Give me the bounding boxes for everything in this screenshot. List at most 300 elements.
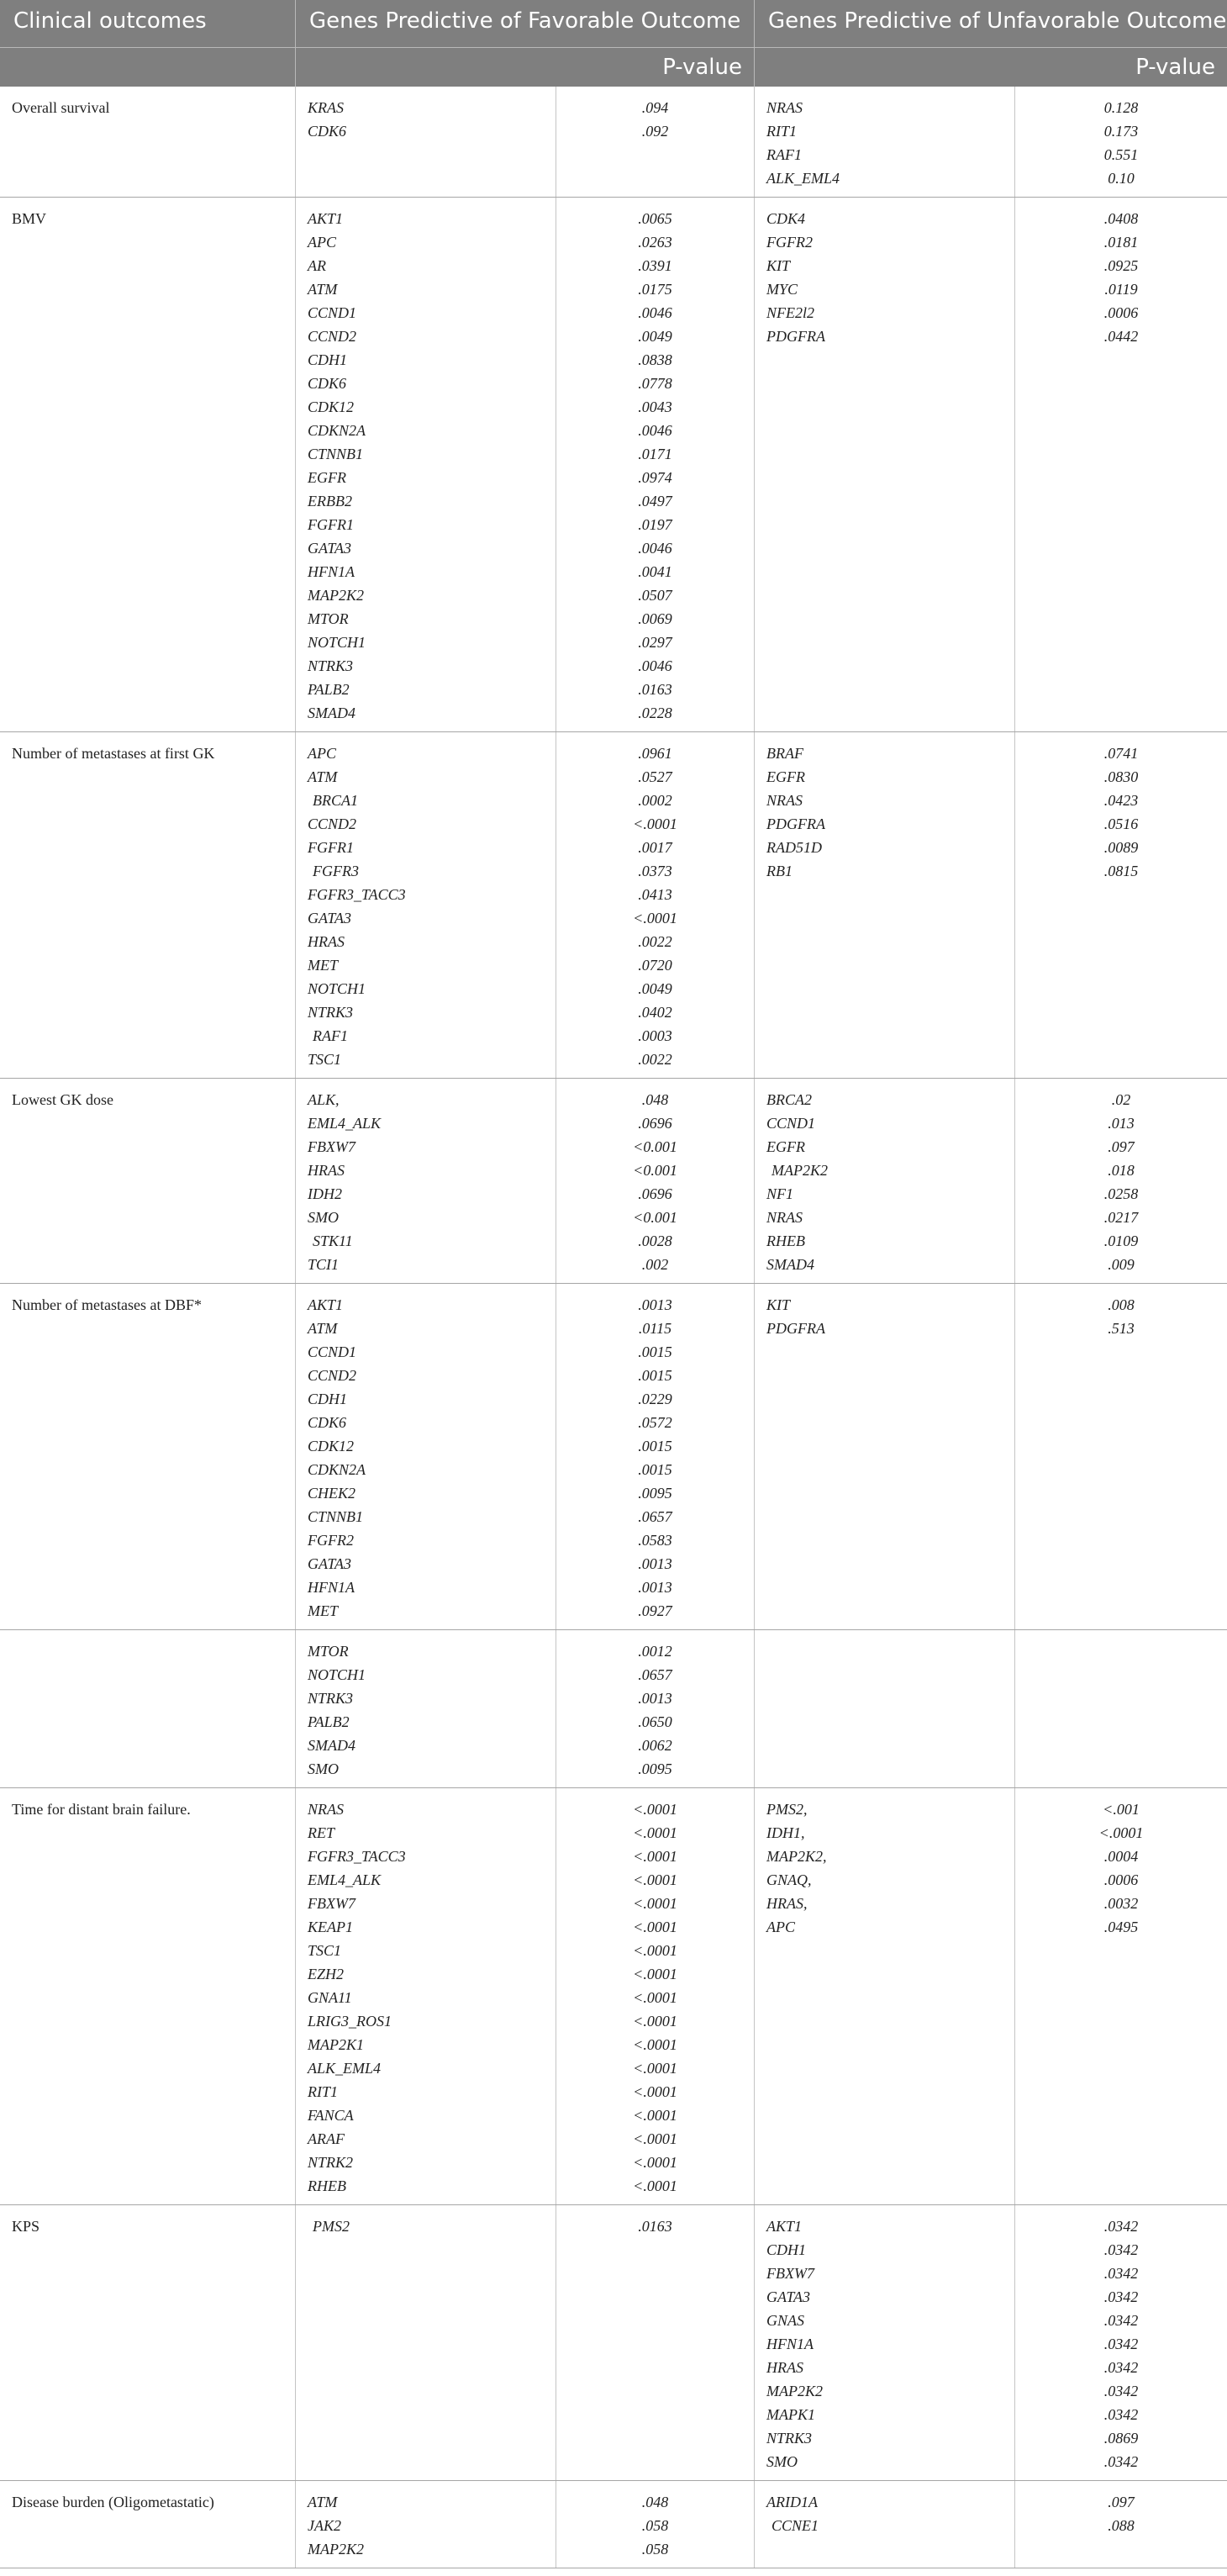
- gene-name: HFN1A: [766, 2336, 814, 2352]
- p-value: .0507: [638, 587, 672, 604]
- gene-name: EGFR: [308, 469, 346, 486]
- p-value: .009: [1108, 1256, 1135, 1273]
- gene-name: SMO: [308, 1209, 339, 1226]
- p-value: <.0001: [633, 1848, 677, 1865]
- gene-name: EGFR: [766, 768, 805, 785]
- clinical-outcome-cell: [0, 1284, 296, 1629]
- p-value: .097: [1108, 1138, 1135, 1155]
- p-value: 0.128: [1103, 99, 1139, 116]
- gene-name: PALB2: [308, 681, 350, 698]
- p-value: <.0001: [633, 2060, 677, 2077]
- gene-name: FBXW7: [308, 1138, 355, 1155]
- unfavorable-genes-cell: [755, 732, 1015, 1078]
- gene-name: GNAQ,: [766, 1871, 812, 1888]
- gene-name: FBXW7: [308, 1895, 355, 1912]
- p-value: .008: [1108, 1296, 1135, 1313]
- p-value: <.0001: [633, 2013, 677, 2030]
- p-value: <0.001: [633, 1209, 677, 1226]
- favorable-genes-cell: [296, 2481, 556, 2568]
- unfavorable-genes-cell: [755, 1079, 1015, 1283]
- p-value: .0516: [1103, 816, 1139, 832]
- favorable-genes-cell: [296, 1630, 556, 1787]
- p-value: .0657: [638, 1508, 672, 1525]
- p-value: .0258: [1103, 1185, 1139, 1202]
- favorable-pvalues-cell: [556, 732, 755, 1078]
- gene-name: ATM: [308, 281, 338, 298]
- p-value: .0925: [1103, 257, 1139, 274]
- gene-name: KIT: [766, 1296, 791, 1313]
- gene-name: RHEB: [308, 2177, 346, 2194]
- p-value: .0049: [638, 328, 672, 345]
- gene-name: NTRK3: [766, 2430, 813, 2447]
- gene-name: CDK6: [308, 375, 347, 392]
- unfavorable-pvalues-cell: [1015, 87, 1227, 197]
- p-value: .0974: [638, 469, 672, 486]
- gene-name: RAF1: [766, 146, 802, 163]
- gene-name: CDH1: [766, 2241, 807, 2258]
- gene-name: GNA11: [308, 1989, 352, 2006]
- clinical-outcome-label: [12, 1639, 295, 1663]
- gene-name: RHEB: [766, 1233, 805, 1249]
- p-value: .0228: [638, 705, 672, 721]
- gene-name: GATA3: [308, 910, 351, 926]
- p-value: .0527: [638, 768, 672, 785]
- p-value: .0342: [1103, 2241, 1139, 2258]
- gene-name: PALB2: [308, 1713, 350, 1730]
- p-value: <0.001: [633, 1138, 677, 1155]
- p-value: .0838: [638, 351, 672, 368]
- gene-name: AR: [308, 257, 326, 274]
- p-value: .0657: [638, 1666, 672, 1683]
- p-value: <.0001: [633, 1895, 677, 1912]
- p-value: .0572: [638, 1414, 672, 1431]
- gene-name: NOTCH1: [308, 980, 366, 997]
- p-value: .0065: [638, 210, 672, 227]
- favorable-genes-cell: [296, 87, 556, 197]
- p-value: .0115: [638, 1320, 672, 1337]
- gene-name: BRCA2: [766, 1091, 812, 1108]
- p-value: .094: [641, 99, 669, 116]
- outcome-group-row: [0, 87, 1227, 198]
- p-value: .048: [641, 2494, 669, 2510]
- gene-name: GATA3: [308, 540, 351, 557]
- gene-name: KIT: [766, 257, 791, 274]
- unfavorable-genes-cell: [755, 2481, 1015, 2568]
- p-value: .0583: [638, 1532, 672, 1549]
- gene-name: TSC1: [308, 1942, 342, 1959]
- p-value: .058: [641, 2517, 669, 2534]
- gene-name: FGFR1: [308, 839, 354, 856]
- p-value: .0043: [638, 399, 672, 415]
- p-value: <.0001: [633, 1942, 677, 1959]
- p-value: .0022: [638, 933, 672, 950]
- gene-name: EGFR: [766, 1138, 805, 1155]
- p-value: .0778: [638, 375, 672, 392]
- p-value: .0069: [638, 610, 672, 627]
- unfavorable-pvalues-cell: [1015, 1788, 1227, 2204]
- gene-name: BRCA1: [313, 792, 358, 809]
- p-value: .0342: [1103, 2406, 1139, 2423]
- unfavorable-pvalues-cell: [1015, 198, 1227, 731]
- p-value: .0089: [1103, 839, 1139, 856]
- gene-name: NOTCH1: [308, 634, 366, 651]
- gene-name: SMAD4: [766, 1256, 814, 1273]
- gene-name: NTRK3: [308, 1690, 354, 1707]
- p-value: .0041: [638, 563, 672, 580]
- p-value: .0004: [1103, 1848, 1139, 1865]
- gene-name: CCND1: [308, 1343, 357, 1360]
- p-value: .0181: [1103, 234, 1139, 251]
- gene-name: MET: [308, 957, 338, 974]
- p-value: .058: [641, 2541, 669, 2558]
- p-value: .0062: [638, 1737, 672, 1754]
- p-value: 0.173: [1103, 123, 1139, 140]
- clinical-outcome-cell: [0, 2481, 296, 2568]
- outcome-group-row: [0, 2205, 1227, 2481]
- gene-name: NTRK3: [308, 1004, 354, 1021]
- favorable-genes-cell: [296, 1788, 556, 2204]
- gene-name: APC: [308, 234, 336, 251]
- p-value: .0032: [1103, 1895, 1139, 1912]
- gene-name: CDKN2A: [308, 1461, 366, 1478]
- gene-name: KRAS: [308, 99, 344, 116]
- p-value: <.0001: [633, 1801, 677, 1818]
- p-value: .0046: [638, 422, 672, 439]
- p-value: .0013: [638, 1690, 672, 1707]
- gene-name: KEAP1: [308, 1919, 353, 1935]
- gene-name: IDH2: [308, 1185, 342, 1202]
- gene-name: RAF1: [313, 1027, 348, 1044]
- table-body: [0, 87, 1227, 2568]
- clinical-outcome-label: Overall survival: [12, 99, 110, 116]
- clinical-outcome-cell: [0, 87, 296, 197]
- gene-name: SMO: [308, 1760, 339, 1777]
- p-value: .513: [1108, 1320, 1135, 1337]
- gene-name: PMS2,: [766, 1801, 808, 1818]
- p-value: <.0001: [633, 2036, 677, 2053]
- unfavorable-pvalues-cell: [1015, 1630, 1227, 1787]
- outcome-group-row: [0, 1788, 1227, 2205]
- p-value: .0013: [638, 1555, 672, 1572]
- gene-name: RIT1: [308, 2083, 338, 2100]
- p-value: .0741: [1103, 745, 1139, 762]
- clinical-outcome-cell: [0, 2205, 296, 2480]
- header-clinical-outcomes: Clinical outcomes: [0, 0, 296, 47]
- gene-name: GNAS: [766, 2312, 804, 2329]
- gene-name: ARID1A: [766, 2494, 818, 2510]
- outcome-group-row: [0, 732, 1227, 1079]
- p-value: .0109: [1103, 1233, 1139, 1249]
- p-value: .0003: [638, 1027, 672, 1044]
- gene-name: NTRK3: [308, 657, 354, 674]
- p-value: .0696: [638, 1115, 672, 1132]
- p-value: .0830: [1103, 768, 1139, 785]
- clinical-outcome-cell: [0, 1079, 296, 1283]
- p-value: .0342: [1103, 2218, 1139, 2235]
- p-value: .0197: [638, 516, 672, 533]
- p-value: <.0001: [633, 2130, 677, 2147]
- gene-name: LRIG3_ROS1: [308, 2013, 392, 2030]
- gene-name: AKT1: [308, 210, 344, 227]
- p-value: .0002: [638, 792, 672, 809]
- p-value: <.0001: [633, 816, 677, 832]
- p-value: .0163: [638, 2218, 672, 2235]
- gene-name: GATA3: [766, 2288, 810, 2305]
- gene-name: FGFR2: [766, 234, 813, 251]
- gene-name: NRAS: [766, 792, 803, 809]
- p-value: .0696: [638, 1185, 672, 1202]
- gene-name: PDGFRA: [766, 1320, 825, 1337]
- p-value: <.0001: [633, 1966, 677, 1982]
- gene-name: NOTCH1: [308, 1666, 366, 1683]
- unfavorable-pvalues-cell: [1015, 2205, 1227, 2480]
- p-value: .0015: [638, 1343, 672, 1360]
- p-value: .0263: [638, 234, 672, 251]
- gene-name: SMAD4: [308, 1737, 355, 1754]
- p-value: .0342: [1103, 2312, 1139, 2329]
- p-value: .0391: [638, 257, 672, 274]
- gene-name: RET: [308, 1824, 335, 1841]
- outcome-group-row: [0, 1284, 1227, 1630]
- favorable-genes-cell: [296, 198, 556, 731]
- gene-name: CCND2: [308, 816, 357, 832]
- p-value: .0119: [1104, 281, 1138, 298]
- gene-name: FGFR3_TACC3: [308, 886, 406, 903]
- gene-name: NTRK2: [308, 2154, 354, 2171]
- p-value: .0342: [1103, 2359, 1139, 2376]
- gene-name: SMO: [766, 2453, 798, 2470]
- p-value: .0013: [638, 1296, 672, 1313]
- table-header: [0, 0, 1227, 87]
- p-value: .0495: [1103, 1919, 1139, 1935]
- clinical-outcome-cell: [0, 732, 296, 1078]
- p-value: .097: [1108, 2494, 1135, 2510]
- gene-name: MAP2K2: [308, 2541, 364, 2558]
- gene-name: ARAF: [308, 2130, 345, 2147]
- gene-name: FGFR2: [308, 1532, 354, 1549]
- gene-name: CTNNB1: [308, 1508, 364, 1525]
- gene-name: MET: [308, 1602, 338, 1619]
- p-value: .0022: [638, 1051, 672, 1068]
- gene-name: MTOR: [308, 1643, 349, 1660]
- p-value: .0342: [1103, 2453, 1139, 2470]
- p-value: .0961: [638, 745, 672, 762]
- gene-name: EML4_ALK: [308, 1871, 382, 1888]
- gene-name: HRAS: [308, 1162, 345, 1179]
- outcome-group-row: [0, 1630, 1227, 1788]
- p-value: .0402: [638, 1004, 672, 1021]
- p-value: .0413: [638, 886, 672, 903]
- p-value: <.0001: [633, 1871, 677, 1888]
- p-value: .0342: [1103, 2265, 1139, 2282]
- favorable-genes-cell: [296, 1079, 556, 1283]
- gene-name: HFN1A: [308, 563, 355, 580]
- clinical-outcome-cell: [0, 1788, 296, 2204]
- favorable-genes-cell: [296, 732, 556, 1078]
- gene-name: BRAF: [766, 745, 803, 762]
- gene-name: FANCA: [308, 2107, 354, 2124]
- unfavorable-genes-cell: [755, 1788, 1015, 2204]
- gene-name: ATM: [308, 2494, 338, 2510]
- gene-name: PDGFRA: [766, 328, 825, 345]
- p-value: .0815: [1103, 863, 1139, 879]
- gene-name: AKT1: [766, 2218, 803, 2235]
- clinical-outcome-cell: [0, 1630, 296, 1787]
- unfavorable-genes-cell: [755, 198, 1015, 731]
- gene-name: CDK6: [308, 123, 347, 140]
- unfavorable-genes-cell: [755, 1630, 1015, 1787]
- favorable-pvalues-cell: [556, 1630, 755, 1787]
- gene-name: CTNNB1: [308, 446, 364, 462]
- clinical-outcome-label: Number of metastases at first GK: [12, 745, 215, 762]
- header-favorable-genes: Genes Predictive of Favorable Outcome: [296, 0, 755, 47]
- unfavorable-pvalues-cell: [1015, 2481, 1227, 2568]
- gene-name: ATM: [308, 1320, 338, 1337]
- gene-name: STK11: [313, 1233, 353, 1249]
- gene-name: CDKN2A: [308, 422, 366, 439]
- p-value: <.0001: [633, 2177, 677, 2194]
- p-value: <.0001: [633, 2154, 677, 2171]
- unfavorable-genes-cell: [755, 1284, 1015, 1629]
- p-value: 0.10: [1108, 170, 1135, 187]
- unfavorable-genes-cell: [755, 87, 1015, 197]
- favorable-pvalues-cell: [556, 198, 755, 731]
- p-value: .0217: [1103, 1209, 1139, 1226]
- favorable-pvalues-cell: [556, 2205, 755, 2480]
- p-value: .0015: [638, 1367, 672, 1384]
- gene-name: HRAS,: [766, 1895, 808, 1912]
- p-value: .0171: [638, 446, 672, 462]
- p-value: 0.551: [1103, 146, 1139, 163]
- gene-name: MAPK1: [766, 2406, 815, 2423]
- gene-name: MYC: [766, 281, 798, 298]
- p-value: .0017: [638, 839, 672, 856]
- gene-name: FGFR3: [313, 863, 359, 879]
- gene-name: ALK_EML4: [308, 2060, 382, 2077]
- p-value: .0342: [1103, 2383, 1139, 2399]
- gene-name: NRAS: [766, 1209, 803, 1226]
- gene-name: PDGFRA: [766, 816, 825, 832]
- p-value: .0373: [638, 863, 672, 879]
- unfavorable-genes-cell: [755, 2205, 1015, 2480]
- favorable-pvalues-cell: [556, 1788, 755, 2204]
- gene-name: ALK_EML4: [766, 170, 840, 187]
- gene-name: MAP2K1: [308, 2036, 364, 2053]
- clinical-outcome-label: Time for distant brain failure.: [12, 1801, 191, 1818]
- p-value: <.001: [1103, 1801, 1140, 1818]
- gene-name: CDK12: [308, 1438, 355, 1454]
- clinical-outcome-label: KPS: [12, 2218, 40, 2235]
- gene-name: MAP2K2: [766, 2383, 823, 2399]
- p-value: .0229: [638, 1391, 672, 1407]
- gene-name: CDH1: [308, 351, 348, 368]
- gene-name: CCND2: [308, 328, 357, 345]
- favorable-pvalues-cell: [556, 1284, 755, 1629]
- gene-name: TCI1: [308, 1256, 340, 1273]
- p-value: .002: [641, 1256, 669, 1273]
- gene-name: NRAS: [308, 1801, 344, 1818]
- p-value: .0028: [638, 1233, 672, 1249]
- favorable-pvalues-cell: [556, 87, 755, 197]
- gene-name: MTOR: [308, 610, 349, 627]
- p-value: .0442: [1103, 328, 1139, 345]
- gene-name: FGFR1: [308, 516, 354, 533]
- p-value: .0342: [1103, 2288, 1139, 2305]
- p-value: <.0001: [633, 1989, 677, 2006]
- p-value: .0423: [1103, 792, 1139, 809]
- gene-name: EZH2: [308, 1966, 345, 1982]
- gene-name: HRAS: [766, 2359, 803, 2376]
- p-value: .0297: [638, 634, 672, 651]
- clinical-outcome-label: Lowest GK dose: [12, 1091, 113, 1108]
- gene-name: MAP2K2,: [766, 1848, 827, 1865]
- p-value: .0046: [638, 657, 672, 674]
- p-value: .02: [1111, 1091, 1131, 1108]
- outcome-group-row: [0, 2481, 1227, 2568]
- gene-name: NFE2l2: [766, 304, 814, 321]
- p-value: <.0001: [1098, 1824, 1144, 1841]
- gene-name: AKT1: [308, 1296, 344, 1313]
- gene-name: HFN1A: [308, 1579, 355, 1596]
- p-value: .0015: [638, 1438, 672, 1454]
- p-value: .018: [1108, 1162, 1135, 1179]
- p-value: .0927: [638, 1602, 672, 1619]
- p-value: .048: [641, 1091, 669, 1108]
- unfavorable-pvalues-cell: [1015, 1079, 1227, 1283]
- gene-name: SMAD4: [308, 705, 355, 721]
- gene-name: CCND2: [308, 1367, 357, 1384]
- gene-name: FGFR3_TACC3: [308, 1848, 406, 1865]
- gene-name: ATM: [308, 768, 338, 785]
- gene-name: MAP2K2: [308, 587, 364, 604]
- gene-name: TSC1: [308, 1051, 342, 1068]
- p-value: .0012: [638, 1643, 672, 1660]
- p-value: <.0001: [633, 910, 677, 926]
- p-value: .0650: [638, 1713, 672, 1730]
- p-value: .0006: [1103, 1871, 1139, 1888]
- p-value: .0175: [638, 281, 672, 298]
- header-pvalue-favorable: P-value: [296, 48, 755, 87]
- clinical-outcome-label: Number of metastases at DBF*: [12, 1296, 202, 1313]
- gene-name: RB1: [766, 863, 793, 879]
- p-value: <0.001: [633, 1162, 677, 1179]
- p-value: .0095: [638, 1485, 672, 1502]
- gene-name: CCNE1: [771, 2517, 819, 2534]
- gene-name: FBXW7: [766, 2265, 814, 2282]
- p-value: .088: [1108, 2517, 1135, 2534]
- p-value: .0095: [638, 1760, 672, 1777]
- p-value: <.0001: [633, 2107, 677, 2124]
- p-value: .0013: [638, 1579, 672, 1596]
- gene-name: PMS2: [313, 2218, 350, 2235]
- gene-name: APC: [308, 745, 336, 762]
- favorable-pvalues-cell: [556, 2481, 755, 2568]
- gene-name: RIT1: [766, 123, 797, 140]
- p-value: .0720: [638, 957, 672, 974]
- favorable-genes-cell: [296, 2205, 556, 2480]
- p-value: .013: [1108, 1115, 1135, 1132]
- p-value: <.0001: [633, 1824, 677, 1841]
- clinical-outcome-label: Disease burden (Oligometastatic): [12, 2494, 214, 2510]
- p-value: .0869: [1103, 2430, 1139, 2447]
- gene-name: CDK4: [766, 210, 806, 227]
- gene-name: CDK12: [308, 399, 355, 415]
- outcome-group-row: [0, 198, 1227, 732]
- header-pvalue-unfavorable: P-value: [1135, 55, 1215, 80]
- gene-name: CHEK2: [308, 1485, 356, 1502]
- gene-name: MAP2K2: [771, 1162, 828, 1179]
- p-value: .0015: [638, 1461, 672, 1478]
